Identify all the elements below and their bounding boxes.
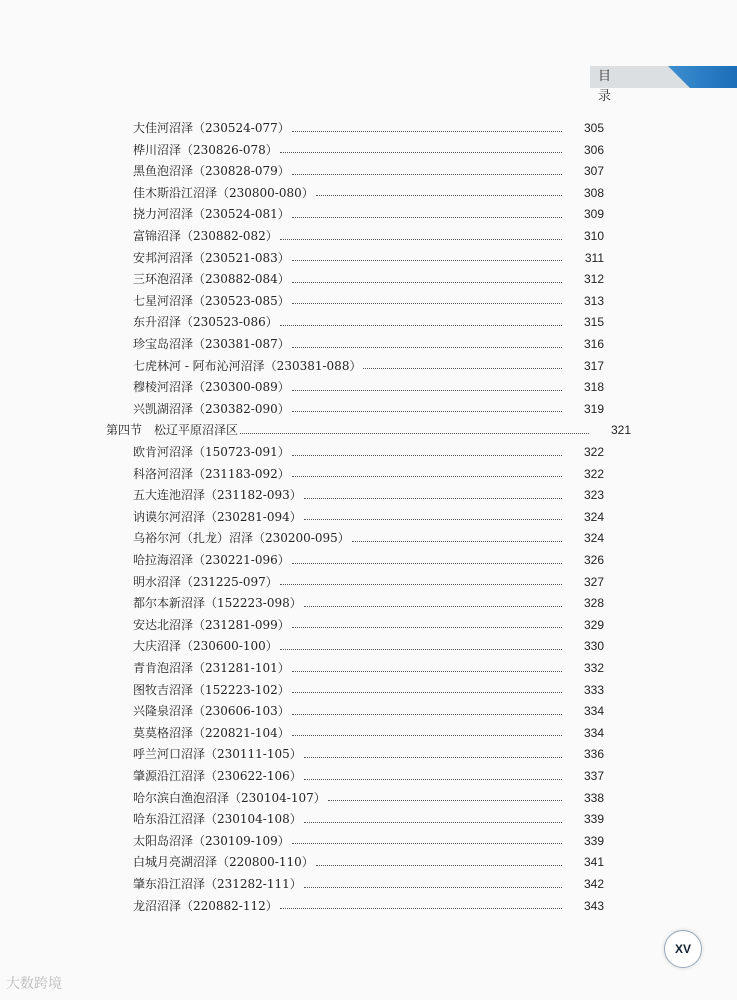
toc-entry-title: 安邦河沼泽（230521-083）: [133, 250, 290, 265]
leader-dots: [292, 692, 562, 693]
toc-entry-title: 太阳岛沼泽（230109-109）: [133, 833, 290, 848]
toc-entry-page: 324: [583, 531, 604, 546]
leader-dots: [280, 584, 562, 585]
toc-entry-page: 310: [583, 229, 604, 243]
toc-entry: [0, 680, 604, 701]
leader-dots: [328, 800, 562, 801]
toc-entry-title: 讷谟尔河沼泽（230281-094）: [133, 509, 302, 524]
leader-dots: [304, 519, 562, 520]
toc-entry: [0, 399, 604, 420]
leader-dots: [304, 822, 562, 823]
toc-entry-page: 317: [583, 358, 604, 373]
toc-entry-title: 科洛河沼泽（231183-092）: [133, 466, 290, 481]
toc-entry-page: 338: [583, 790, 604, 805]
toc-entry-page: 342: [583, 877, 604, 891]
toc-entry-page: 328: [583, 596, 604, 611]
toc-entry: [0, 896, 604, 917]
toc-entry-title: 大佳河沼泽（230524-077）: [133, 121, 290, 135]
leader-dots: [240, 433, 589, 434]
toc-entry-title: 哈东沿江沼泽（230104-108）: [133, 812, 302, 827]
toc-entry-title: 肇源沿江沼泽（230622-106）: [133, 769, 302, 783]
toc-entry-title: 呼兰河口沼泽（230111-105）: [133, 747, 302, 762]
toc-entry: [0, 572, 604, 593]
toc-entry-title: 莫莫格沼泽（220821-104）: [133, 725, 290, 740]
watermark: 大数跨境: [6, 976, 62, 992]
toc-entry: [0, 226, 604, 247]
toc-entry-title: 富锦沼泽（230882-082）: [133, 229, 278, 243]
toc-entry-page: 318: [583, 380, 604, 395]
leader-dots: [292, 131, 562, 132]
toc-entry: [0, 658, 604, 679]
leader-dots: [292, 411, 562, 412]
toc-entry: [0, 701, 604, 722]
toc-entry-page: 319: [583, 401, 604, 416]
toc-entry: [0, 118, 604, 139]
toc-entry-title: 明水沼泽（231225-097）: [133, 574, 278, 589]
toc-entry: [0, 485, 604, 506]
toc-entry-title: 乌裕尔河（扎龙）沼泽（230200-095）: [133, 531, 350, 546]
leader-dots: [280, 239, 562, 240]
toc-entry-page: 322: [583, 445, 604, 459]
leader-dots: [292, 735, 562, 736]
toc-entry-title: 东升沼泽（230523-086）: [133, 315, 278, 330]
toc-entry: [0, 204, 604, 225]
leader-dots: [292, 282, 562, 283]
toc-entry-page: 326: [583, 553, 604, 567]
leader-dots: [292, 627, 562, 628]
toc-entry: [0, 464, 604, 485]
toc-entry: [0, 874, 604, 895]
leader-dots: [280, 908, 562, 909]
toc-entry: [0, 593, 604, 614]
leader-dots: [292, 174, 562, 175]
toc-entry: [0, 312, 604, 333]
toc-entry-title: 欧肯河沼泽（150723-091）: [133, 445, 290, 459]
toc-entry-page: 324: [583, 509, 604, 524]
toc-entry-page: 313: [583, 293, 604, 308]
toc-entry-title: 珍宝岛沼泽（230381-087）: [133, 337, 290, 351]
toc-entry-page: 334: [583, 704, 604, 719]
page-number-badge: XV: [664, 930, 702, 968]
toc-entry-page: 315: [583, 315, 604, 330]
toc-entry-page: 333: [583, 682, 604, 697]
leader-dots: [292, 303, 562, 304]
leader-dots: [352, 541, 562, 542]
toc-entry: [0, 636, 604, 657]
toc-entry-page: 334: [583, 725, 604, 740]
toc-entry-page: 308: [583, 185, 604, 200]
toc-entry: [0, 615, 604, 636]
toc-entry: [0, 766, 604, 787]
toc-entry-page: 327: [583, 574, 604, 589]
leader-dots: [304, 498, 562, 499]
toc-entry-title: 五大连池沼泽（231182-093）: [133, 488, 302, 503]
toc-entry-title: 三环泡沼泽（230882-084）: [133, 272, 290, 287]
toc-entry-page: 339: [583, 833, 604, 848]
toc-entry-page: 339: [583, 812, 604, 827]
leader-dots: [292, 563, 562, 564]
toc-entry-page: 337: [583, 769, 604, 783]
leader-dots: [316, 865, 562, 866]
toc-entry: [0, 507, 604, 528]
leader-dots: [304, 779, 562, 780]
toc-entry-title: 黑鱼泡沼泽（230828-079）: [133, 164, 290, 179]
toc-entry-title: 哈拉海沼泽（230221-096）: [133, 553, 290, 567]
leader-dots: [316, 195, 562, 196]
toc-entry-title: 穆棱河沼泽（230300-089）: [133, 380, 290, 395]
leader-dots: [280, 325, 562, 326]
leader-dots: [292, 217, 562, 218]
leader-dots: [292, 843, 562, 844]
leader-dots: [292, 455, 562, 456]
toc-entry-page: 307: [583, 164, 604, 179]
toc-entry-title: 龙沼沼泽（220882-112）: [133, 898, 278, 913]
toc-entry-title: 第四节 松辽平原沼泽区: [106, 423, 239, 438]
toc-section-heading: [0, 420, 631, 441]
toc-entry-page: 305: [583, 121, 604, 135]
toc-entry: [0, 140, 604, 161]
leader-dots: [280, 649, 562, 650]
toc-entry-page: 330: [583, 639, 604, 654]
toc-entry: [0, 334, 604, 355]
toc-entry-page: 341: [583, 855, 604, 870]
toc-entry: [0, 248, 604, 269]
toc-entry: [0, 269, 604, 290]
leader-dots: [292, 476, 562, 477]
toc-entry-title: 都尔本新沼泽（152223-098）: [133, 596, 302, 611]
toc-entry-page: 343: [583, 898, 604, 913]
toc-entry: [0, 723, 604, 744]
toc-entry-title: 兴隆泉沼泽（230606-103）: [133, 704, 290, 719]
toc-entry: [0, 809, 604, 830]
toc-entry: [0, 377, 604, 398]
leader-dots: [304, 887, 562, 888]
toc-entry: [0, 744, 604, 765]
toc-entry: [0, 442, 604, 463]
toc-entry-page: 309: [583, 207, 604, 222]
toc-entry-page: 323: [583, 488, 604, 503]
toc-entry-title: 佳木斯沿江沼泽（230800-080）: [133, 185, 314, 200]
leader-dots: [280, 152, 562, 153]
toc-entry-page: 322: [583, 466, 604, 481]
leader-dots: [292, 714, 562, 715]
toc-entry-title: 七星河沼泽（230523-085）: [133, 293, 290, 308]
toc-entry-page: 329: [583, 617, 604, 632]
toc-entry: [0, 161, 604, 182]
leader-dots: [363, 368, 562, 369]
toc-entry-title: 白城月亮湖沼泽（220800-110）: [133, 855, 314, 870]
toc-entry: [0, 183, 604, 204]
toc-entry-page: 316: [583, 337, 604, 351]
toc-entry-page: 336: [583, 747, 604, 762]
toc-entry: [0, 356, 604, 377]
leader-dots: [304, 757, 562, 758]
toc-entry-page: 306: [583, 142, 604, 157]
toc-entry-title: 大庆沼泽（230600-100）: [133, 639, 278, 654]
leader-dots: [292, 260, 562, 261]
toc-entry-page: 332: [583, 661, 604, 675]
leader-dots: [292, 347, 562, 348]
toc-entry: [0, 550, 604, 571]
toc-entry-page: 321: [610, 423, 631, 438]
toc-entry: [0, 528, 604, 549]
toc-entry-title: 哈尔滨白渔泡沼泽（230104-107）: [133, 790, 326, 805]
toc-entry-title: 七虎林河 - 阿布沁河沼泽（230381-088）: [133, 358, 362, 373]
toc-entry-title: 兴凯湖沼泽（230382-090）: [133, 401, 290, 416]
toc-entry-title: 图牧吉沼泽（152223-102）: [133, 682, 290, 697]
toc-entry-title: 挠力河沼泽（230524-081）: [133, 207, 290, 222]
toc-entry-title: 青肯泡沼泽（231281-101）: [133, 661, 290, 675]
toc-entry: [0, 852, 604, 873]
toc-entry: [0, 291, 604, 312]
leader-dots: [292, 671, 562, 672]
page-title: 目 录: [598, 69, 626, 104]
toc-entry-page: 311: [584, 250, 604, 265]
toc-entry-page: 312: [583, 272, 604, 287]
leader-dots: [304, 606, 562, 607]
toc-entry-title: 肇东沿江沼泽（231282-111）: [133, 877, 302, 891]
toc-entry: [0, 831, 604, 852]
toc-entry-title: 桦川沼泽（230826-078）: [133, 142, 278, 157]
leader-dots: [292, 390, 562, 391]
toc-entry-title: 安达北沼泽（231281-099）: [133, 617, 290, 632]
toc-entry: [0, 788, 604, 809]
